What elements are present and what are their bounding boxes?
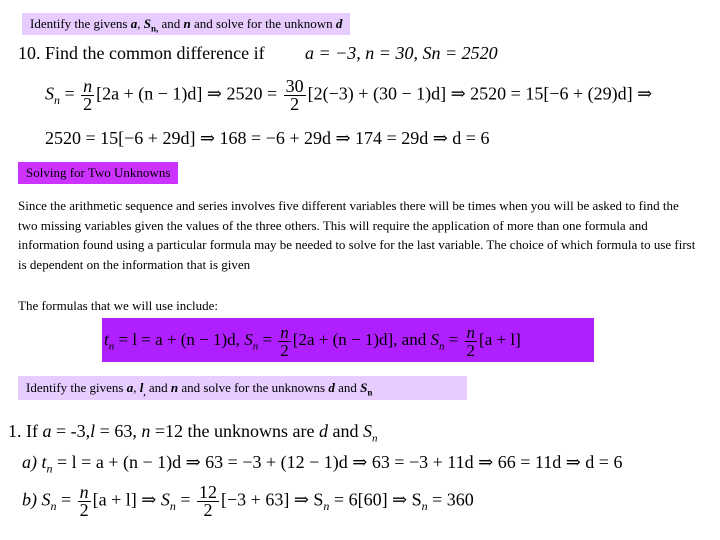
var-d: d xyxy=(335,16,343,31)
var-n: n xyxy=(170,380,179,395)
var-S: S xyxy=(45,83,54,104)
connector-text: and xyxy=(334,380,361,395)
equals: = xyxy=(56,489,76,510)
part-label: a) xyxy=(22,452,42,472)
var-S: S xyxy=(430,330,439,349)
var-S: S xyxy=(360,380,368,395)
var-S: S xyxy=(41,489,51,510)
problem-1-part-b xyxy=(22,484,474,519)
subscript: n xyxy=(323,499,330,514)
denominator: 2 xyxy=(280,340,289,360)
subscript: n xyxy=(108,340,115,353)
equation-part: = l = a + (n − 1)d ⇒ 63 = −3 + (12 − 1)d ⇒ 63 = −3 + 11d ⇒ 66 = 11d ⇒ d = 6 xyxy=(52,452,623,472)
problem-10-line-1 xyxy=(45,78,652,113)
equals: = xyxy=(60,83,80,104)
var-a: a xyxy=(130,16,138,31)
formulas-box xyxy=(102,318,594,362)
problem-prefix: 1. If xyxy=(8,421,43,441)
subscript: , xyxy=(143,387,146,398)
subscript: n xyxy=(371,432,378,445)
value-a: = -3, xyxy=(51,421,91,441)
denominator: 2 xyxy=(83,94,93,114)
equation-part: = 360 xyxy=(427,489,474,510)
fraction-30-over-2 xyxy=(284,78,306,113)
problem-text: the unknowns are xyxy=(187,421,319,441)
formula-sum-2: [a + l] xyxy=(479,330,521,349)
problem-1-part-a xyxy=(22,452,622,477)
var-d: d xyxy=(318,421,328,441)
section-header-givens-2 xyxy=(18,376,467,400)
equation-part: [2a + (n − 1)d] ⇒ 2520 = xyxy=(96,83,282,104)
subscript: n xyxy=(50,499,57,514)
fraction-n-over-2 xyxy=(78,484,91,519)
connector-text: and xyxy=(145,380,171,395)
var-t: t xyxy=(104,330,109,349)
denominator: 2 xyxy=(203,500,213,520)
equation-part: = 6[60] ⇒ S xyxy=(329,489,422,510)
var-d: d xyxy=(328,380,335,395)
problem-title: 10. Find the common difference if xyxy=(18,43,265,63)
denominator: 2 xyxy=(79,500,89,520)
var-S: S xyxy=(160,489,170,510)
subscript: n xyxy=(421,499,428,514)
header-text-after: and solve for the unknowns xyxy=(178,380,329,395)
var-S: S xyxy=(244,330,253,349)
separator: , xyxy=(133,380,140,395)
problem-10-givens: a = −3, n = 30, Sn = 2520 xyxy=(305,43,498,63)
numerator: n xyxy=(79,482,89,502)
problem-1-title xyxy=(8,421,377,445)
formula-sum-1: [2a + (n − 1)d], xyxy=(292,330,398,349)
separator: , xyxy=(137,16,144,31)
connector-text: and xyxy=(327,421,363,441)
subscript: n xyxy=(54,93,60,108)
equals: = xyxy=(175,489,196,510)
equals: = xyxy=(258,330,277,349)
part-label: b) xyxy=(22,489,42,510)
value-l: = 63, xyxy=(95,421,142,441)
fraction-n-over-2 xyxy=(81,78,94,113)
fraction-n-over-2 xyxy=(465,324,478,359)
var-n: n xyxy=(141,421,151,441)
section-header-two-unknowns xyxy=(18,162,178,184)
equals: = xyxy=(444,330,463,349)
numerator: 30 xyxy=(285,76,304,96)
var-S: S xyxy=(362,421,372,441)
and-text: and xyxy=(397,330,431,349)
equation-part: [−3 + 63] ⇒ S xyxy=(221,489,324,510)
header-text: Identify the givens xyxy=(26,380,127,395)
fraction-12-over-2 xyxy=(197,484,219,519)
problem-10-line-2: 2520 = 15[−6 + 29d] ⇒ 168 = −6 + 29d ⇒ 174 = 29d ⇒ d = 6 xyxy=(45,128,490,148)
denominator: 2 xyxy=(466,340,476,360)
var-t: t xyxy=(41,452,47,472)
var-a: a xyxy=(126,380,134,395)
numerator: n xyxy=(466,322,476,342)
subscript: n xyxy=(46,461,53,476)
problem-10-title xyxy=(18,43,265,64)
subscript: n xyxy=(367,387,373,398)
equation-part: [2(−3) + (30 − 1)d] ⇒ 2520 = 15[−6 + (29)d] ⇒ xyxy=(307,83,653,104)
var-a: a xyxy=(42,421,52,441)
numerator: 12 xyxy=(199,482,218,502)
formulas-intro: The formulas that we will use include: xyxy=(18,298,219,313)
equation-part: [a + l] ⇒ xyxy=(92,489,161,510)
explanation-paragraph: Since the arithmetic sequence and series involves five different variables there will be times when you will be asked to find the two missing variables given the values of the three others. This will require the application of more than one formula and information found using a particular formula may be needed to solve for the last variable. The choice of which formula to use first is dependent on the information that is given xyxy=(18,198,696,272)
fraction-n-over-2 xyxy=(278,324,291,359)
subscript: n xyxy=(169,499,176,514)
subscript: n, xyxy=(150,23,159,34)
header-text-after: and solve for the unknown xyxy=(190,16,336,31)
section-header-givens xyxy=(22,13,350,35)
var-l: l xyxy=(90,421,96,441)
subscript: n xyxy=(438,340,445,353)
connector-text: and xyxy=(158,16,184,31)
var-S: S xyxy=(143,16,151,31)
header-text: Identify the givens xyxy=(30,16,131,31)
numerator: n xyxy=(83,76,93,96)
subscript: n xyxy=(252,340,259,353)
numerator: n xyxy=(280,322,289,342)
formula-nth-term: = l = a + (n − 1)d, xyxy=(114,330,245,349)
var-n: n xyxy=(183,16,191,31)
value-n: =12 xyxy=(150,421,188,441)
var-l: l xyxy=(139,380,144,395)
denominator: 2 xyxy=(290,94,300,114)
section-title: Solving for Two Unknowns xyxy=(26,165,171,180)
